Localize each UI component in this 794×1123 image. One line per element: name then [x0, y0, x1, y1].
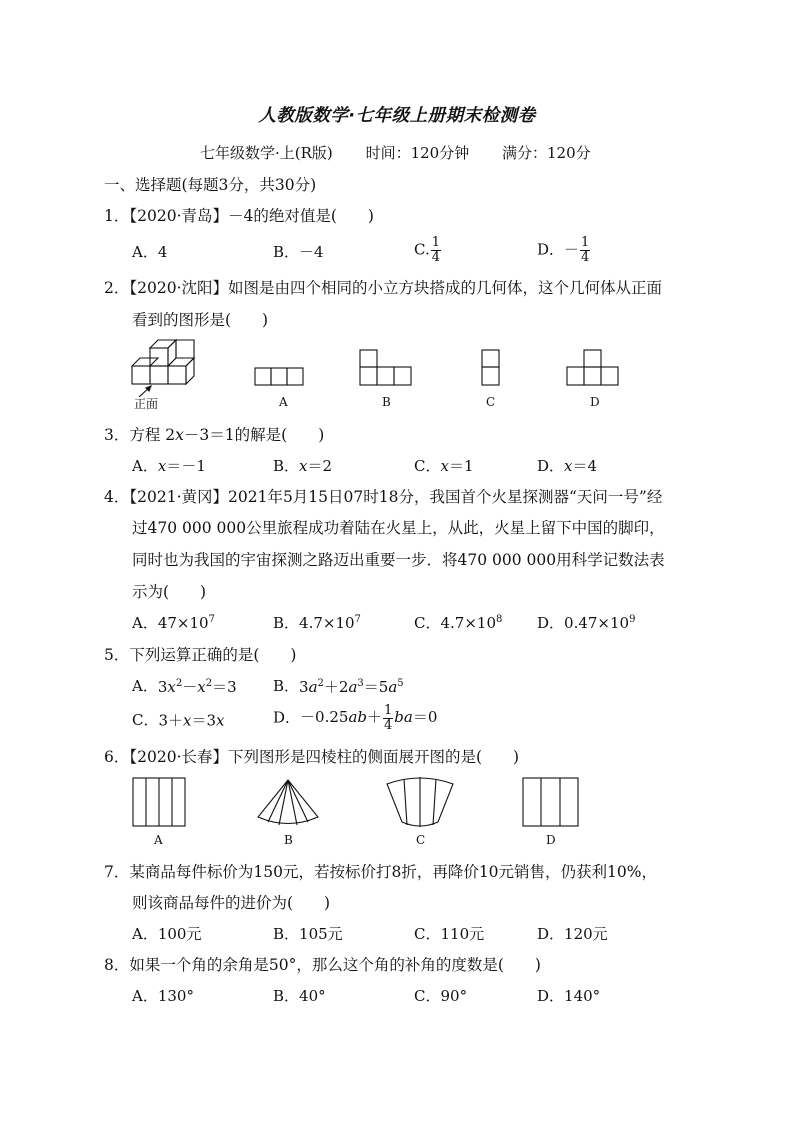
q6-label-c: C — [416, 833, 426, 847]
q1-option-b: B．－4 — [273, 243, 324, 261]
expr: －0.25ab＋ $\frac{1}{4}$ ba＝0 — [300, 703, 438, 733]
question-3: 3．方程 2x－3＝1的解是( ) — [104, 426, 325, 444]
fraction: $\frac{1}{4}$ — [431, 235, 440, 265]
question-4-line-4: 示为( ) — [132, 583, 207, 601]
q5-option-d: D．－0.25ab＋ $\frac{1}{4}$ ba＝0 — [273, 703, 438, 733]
question-4-line-3: 同时也为我国的宇宙探测之路迈出重要一步．将470 000 000用科学记数法表 — [132, 551, 665, 569]
q8-option-c: C．90° — [414, 987, 468, 1005]
q7-option-c: C．110元 — [414, 925, 485, 943]
q1-option-c: C. $\frac{1}{4}$ — [414, 235, 440, 265]
q2-label-c: C — [486, 395, 496, 409]
expr: $3x^2-x^2=3$ — [157, 677, 237, 696]
q4-option-c: C．$4.7\times 10^8$ — [414, 614, 503, 632]
q2-label-d: D — [590, 395, 600, 409]
q7-option-d: D．120元 — [537, 925, 608, 943]
q6-option-c-shape — [387, 777, 453, 827]
q3-option-a: A．x＝－1 — [132, 457, 206, 475]
q8-option-b: B．40° — [273, 987, 326, 1005]
q1-option-a: A．4 — [132, 243, 168, 261]
q3-option-b: B．x＝2 — [273, 457, 333, 475]
question-8: 8．如果一个角的余角是50°，那么这个角的补角的度数是( ) — [104, 956, 541, 974]
question-2: 2．【2020·沈阳】如图是由四个相同的小立方块搭成的几何体，这个几何体从正面 — [104, 279, 663, 297]
expr: $3a^2+2a^3=5a^5$ — [299, 677, 404, 696]
q4-option-b: B．$4.7\times 10^7$ — [273, 614, 361, 632]
q8-option-d: D．140° — [537, 987, 601, 1005]
exam-title: 人教版数学·七年级上册期末检测卷 — [258, 106, 536, 126]
q6-label-b: B — [284, 833, 293, 847]
q5-option-a: A．$3x^2-x^2=3$ — [132, 677, 237, 696]
course-label: 七年级数学·上(R版) — [200, 144, 333, 162]
question-number: 1． — [104, 207, 130, 225]
question-2-line-2: 看到的图形是( ) — [132, 311, 269, 329]
question-text: 【2020·青岛】－4的绝对值是( ) — [129, 207, 374, 225]
q5-option-b: B．$3a^2+2a^3=5a^5$ — [273, 677, 404, 696]
q5-option-c: C．3＋x＝3x — [132, 711, 225, 730]
question-6: 6．【2020·长春】下列图形是四棱柱的侧面展开图的是( ) — [104, 748, 520, 766]
q6-option-d-shape — [523, 778, 578, 826]
q1-option-d: D．－ $\frac{1}{4}$ — [537, 235, 590, 265]
q4-option-a: A．$47\times 10^7$ — [132, 614, 215, 632]
fraction: $\frac{1}{4}$ — [581, 235, 590, 265]
q7-option-a: A．100元 — [132, 925, 202, 943]
q3-option-d: D．x＝4 — [537, 457, 598, 475]
q6-label-a: A — [154, 833, 163, 847]
q3-option-c: C．x＝1 — [414, 457, 474, 475]
question-4: 4．【2021·黄冈】2021年5月15日07时18分，我国首个火星探测器“天问一号”经 — [104, 488, 663, 506]
expr: 3＋x＝3x — [158, 711, 225, 730]
q6-option-b-shape — [258, 780, 318, 825]
q2-label-b: B — [382, 395, 391, 409]
time-label: 时间：120分钟 — [365, 144, 470, 162]
q8-option-a: A．130° — [132, 987, 194, 1005]
q6-label-d: D — [546, 833, 556, 847]
q7-option-b: B．105元 — [273, 925, 343, 943]
front-label: 正面 — [134, 397, 159, 411]
question-7: 7．某商品每件标价为150元，若按标价打8折，再降价10元销售，仍获利10%， — [104, 863, 657, 881]
question-4-line-2: 过470 000 000公里旅程成功着陆在火星上，从此，火星上留下中国的脚印， — [132, 519, 665, 537]
q6-option-a-shape — [133, 778, 185, 826]
score-label: 满分：120分 — [501, 144, 591, 162]
q2-label-a: A — [279, 395, 288, 409]
section-heading: 一、选择题(每题3分，共30分) — [104, 176, 317, 194]
question-7-line-2: 则该商品每件的进价为( ) — [132, 894, 331, 912]
q4-option-d: D．$0.47\times 10^9$ — [537, 614, 636, 632]
question-5: 5．下列运算正确的是( ) — [104, 646, 297, 664]
